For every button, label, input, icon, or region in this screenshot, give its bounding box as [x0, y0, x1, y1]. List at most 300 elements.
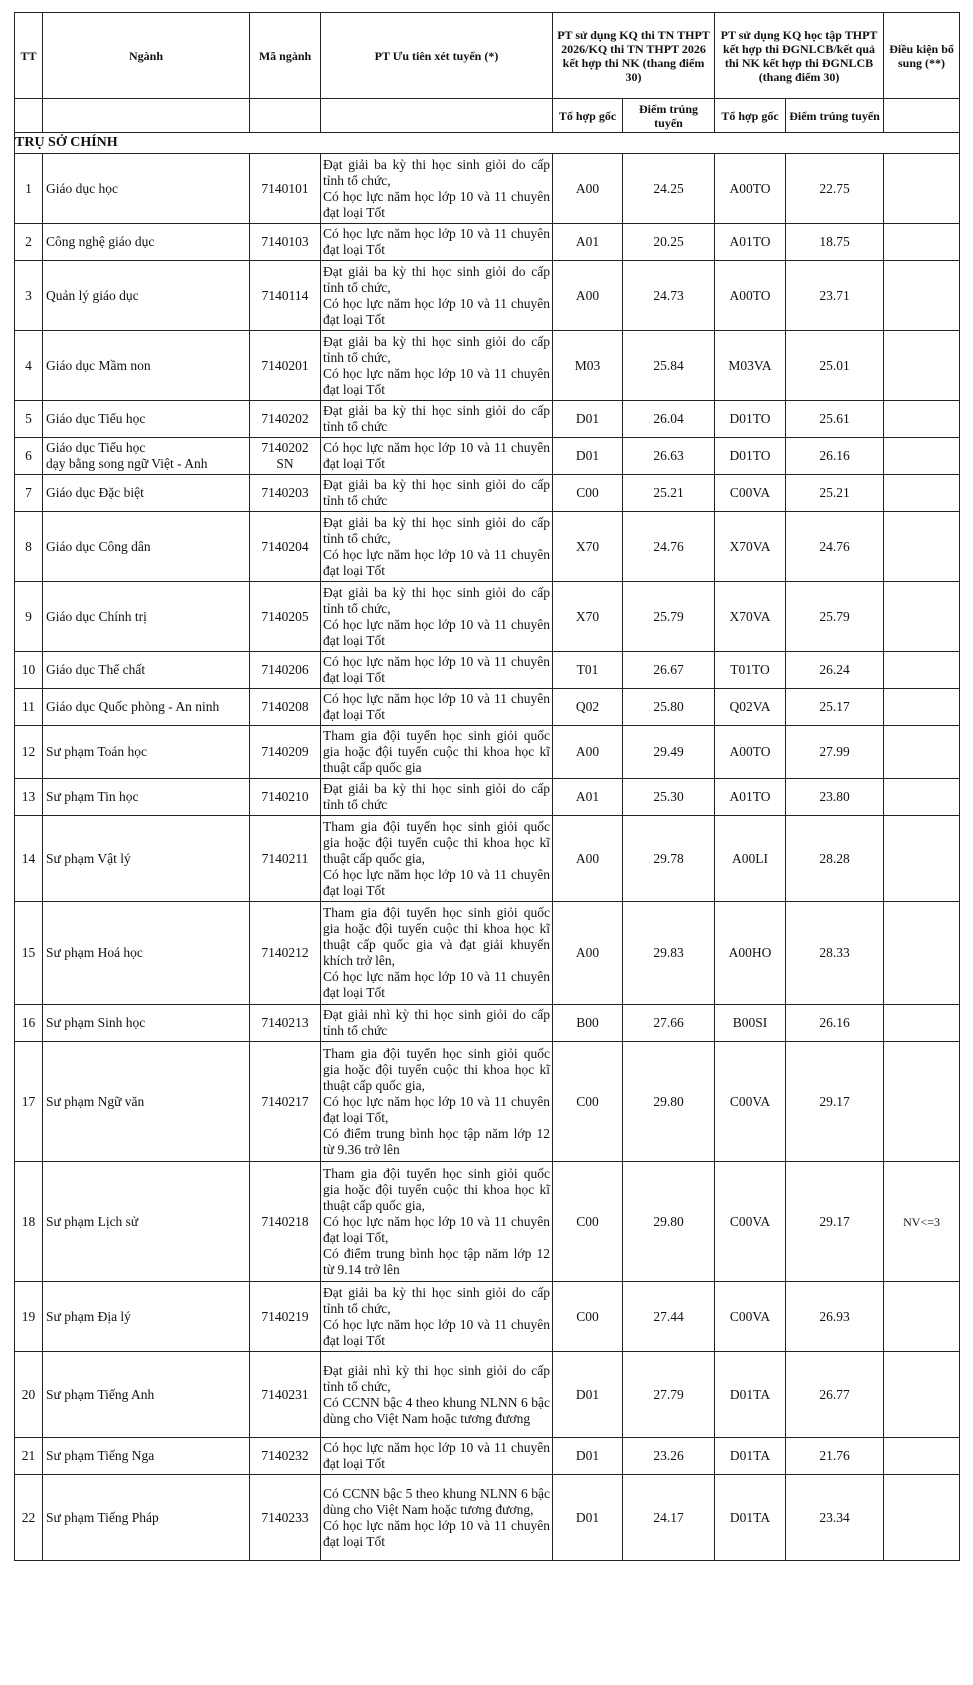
cell-dieu-kien	[884, 689, 960, 726]
cell-to-hop-goc-2: C00VA	[715, 1282, 786, 1352]
cell-ma-nganh-line: 7140206	[261, 662, 309, 677]
col-dieu-kien: Điều kiện bổ sung (**)	[884, 13, 960, 99]
table-row	[15, 582, 960, 652]
cell-nganh	[43, 779, 250, 816]
cell-pt-uu-tien-line: Có điểm trung bình học tập năm lớp 12 từ 9.14 trở lên	[323, 1245, 550, 1277]
table-row	[15, 689, 960, 726]
cell-to-hop-goc-1: A00	[553, 726, 623, 779]
cell-nganh	[43, 726, 250, 779]
table-row	[15, 261, 960, 331]
cell-ma-nganh-line: 7140203	[261, 485, 309, 500]
cell-to-hop-goc-2: M03VA	[715, 331, 786, 401]
cell-nganh-line: Giáo dục Thể chất	[46, 662, 146, 677]
table-row	[15, 1042, 960, 1162]
cell-pt-uu-tien-line: Có học lực năm học lớp 10 và 11 chuyên đạt loại Tốt	[323, 691, 550, 722]
cell-pt-uu-tien-line: Có học lực năm học lớp 10 và 11 chuyên đạt loại Tốt	[323, 1517, 550, 1549]
cell-diem-trung-tuyen-1: 26.67	[623, 652, 715, 689]
cell-pt-uu-tien-line: Tham gia đội tuyển học sinh giỏi quốc gia hoặc đội tuyển cuộc thi khoa học kĩ thuật cấp quốc gia	[323, 728, 550, 775]
cell-pt-uu-tien	[321, 512, 553, 582]
cell-diem-trung-tuyen-2: 26.16	[786, 1005, 884, 1042]
header-row	[15, 13, 960, 99]
table-row	[15, 154, 960, 224]
cell-diem-trung-tuyen-1: 27.79	[623, 1352, 715, 1438]
cell-nganh	[43, 475, 250, 512]
cell-nganh-line: Sư phạm Ngữ văn	[46, 1093, 145, 1109]
cell-pt-uu-tien	[321, 652, 553, 689]
cell-ma-nganh	[250, 816, 321, 902]
cell-ma-nganh	[250, 401, 321, 438]
cell-to-hop-goc-1: Q02	[553, 689, 623, 726]
cell-pt-uu-tien-line: Đạt giải ba kỳ thi học sinh giỏi do cấp tỉnh tổ chức	[323, 403, 550, 434]
cell-diem-trung-tuyen-1: 25.80	[623, 689, 715, 726]
cell-to-hop-goc-1: D01	[553, 1438, 623, 1475]
cell-tt: 14	[15, 816, 43, 902]
cell-nganh-line: Sư phạm Lịch sử	[46, 1213, 139, 1229]
cell-pt-uu-tien-line: Đạt giải ba kỳ thi học sinh giỏi do cấp tỉnh tổ chức,	[323, 514, 550, 546]
cell-to-hop-goc-2: A00TO	[715, 261, 786, 331]
cell-pt-uu-tien	[321, 475, 553, 512]
cell-nganh	[43, 582, 250, 652]
cell-dieu-kien	[884, 582, 960, 652]
cell-nganh-line: Quản lý giáo dục	[46, 287, 139, 303]
sub-diem-trung-tuyen-2: Điểm trúng tuyển	[786, 99, 884, 133]
cell-nganh-line: dạy bằng song ngữ Việt - Anh	[46, 456, 208, 471]
table-row	[15, 902, 960, 1005]
cell-tt: 16	[15, 1005, 43, 1042]
cell-nganh	[43, 512, 250, 582]
cell-ma-nganh	[250, 261, 321, 331]
cell-ma-nganh-line: 7140208	[261, 699, 309, 714]
cell-pt-uu-tien	[321, 779, 553, 816]
cell-pt-uu-tien	[321, 1005, 553, 1042]
cell-dieu-kien	[884, 224, 960, 261]
cell-pt-uu-tien-line: Đạt giải ba kỳ thi học sinh giỏi do cấp tỉnh tổ chức,	[323, 584, 550, 616]
cell-to-hop-goc-2: Q02VA	[715, 689, 786, 726]
cell-ma-nganh-line: 7140201	[261, 357, 309, 373]
cell-dieu-kien	[884, 779, 960, 816]
cell-pt-uu-tien	[321, 1475, 553, 1561]
cell-ma-nganh-line: 7140218	[261, 1213, 309, 1229]
cell-diem-trung-tuyen-1: 27.44	[623, 1282, 715, 1352]
sub-diem-trung-tuyen-1: Điểm trúng tuyển	[623, 99, 715, 133]
table-row	[15, 438, 960, 475]
cell-nganh	[43, 1162, 250, 1282]
cell-diem-trung-tuyen-2: 23.80	[786, 779, 884, 816]
cell-ma-nganh-line: 7140209	[261, 744, 309, 759]
cell-to-hop-goc-2: A00LI	[715, 816, 786, 902]
cell-diem-trung-tuyen-1: 25.30	[623, 779, 715, 816]
cell-nganh	[43, 1352, 250, 1438]
cell-diem-trung-tuyen-1: 23.26	[623, 1438, 715, 1475]
cell-diem-trung-tuyen-2: 24.76	[786, 512, 884, 582]
cell-to-hop-goc-2: A01TO	[715, 224, 786, 261]
cell-diem-trung-tuyen-2: 23.34	[786, 1475, 884, 1561]
cell-diem-trung-tuyen-1: 24.25	[623, 154, 715, 224]
sub-empty	[250, 99, 321, 133]
col-pt-thpt: PT sử dụng KQ thi TN THPT 2026/KQ thi TN THPT 2026 kết hợp thi NK (thang điểm 30)	[553, 13, 715, 99]
sub-empty	[884, 99, 960, 133]
cell-ma-nganh-line: 7140211	[261, 850, 309, 866]
cell-nganh-line: Giáo dục Tiểu học	[46, 411, 146, 426]
cell-nganh	[43, 1282, 250, 1352]
cell-ma-nganh-line: 7140217	[261, 1093, 309, 1109]
cell-to-hop-goc-2: X70VA	[715, 582, 786, 652]
cell-diem-trung-tuyen-1: 29.49	[623, 726, 715, 779]
cell-diem-trung-tuyen-2: 28.33	[786, 902, 884, 1005]
cell-ma-nganh	[250, 779, 321, 816]
cell-tt: 2	[15, 224, 43, 261]
cell-pt-uu-tien	[321, 401, 553, 438]
cell-pt-uu-tien	[321, 816, 553, 902]
cell-ma-nganh-line: 7140204	[261, 538, 309, 554]
cell-dieu-kien	[884, 1282, 960, 1352]
cell-ma-nganh	[250, 1352, 321, 1438]
cell-dieu-kien	[884, 726, 960, 779]
cell-to-hop-goc-2: A00HO	[715, 902, 786, 1005]
cell-ma-nganh	[250, 475, 321, 512]
section-row	[15, 133, 960, 154]
cell-nganh-line: Giáo dục Quốc phòng - An ninh	[46, 699, 220, 714]
table-row	[15, 652, 960, 689]
table-row	[15, 512, 960, 582]
cell-dieu-kien	[884, 401, 960, 438]
cell-pt-uu-tien-line: Có học lực năm học lớp 10 và 11 chuyên đạt loại Tốt	[323, 226, 550, 257]
table-row	[15, 1162, 960, 1282]
cell-pt-uu-tien	[321, 1282, 553, 1352]
subheader-row	[15, 99, 960, 133]
cell-diem-trung-tuyen-2: 18.75	[786, 224, 884, 261]
cell-pt-uu-tien-line: Tham gia đội tuyển học sinh giỏi quốc gia hoặc đội tuyển cuộc thi khoa học kĩ thuật cấp quốc gia,	[323, 1045, 550, 1093]
cell-ma-nganh	[250, 1162, 321, 1282]
table-row	[15, 401, 960, 438]
table-row	[15, 224, 960, 261]
cell-pt-uu-tien	[321, 1352, 553, 1438]
cell-diem-trung-tuyen-1: 29.83	[623, 902, 715, 1005]
cell-ma-nganh	[250, 689, 321, 726]
cell-dieu-kien	[884, 1042, 960, 1162]
cell-tt: 22	[15, 1475, 43, 1561]
cell-pt-uu-tien-line: Tham gia đội tuyển học sinh giỏi quốc gia hoặc đội tuyển cuộc thi khoa học kĩ thuật cấp quốc gia,	[323, 1165, 550, 1213]
cell-to-hop-goc-1: M03	[553, 331, 623, 401]
cell-nganh-line: Giáo dục học	[46, 180, 118, 196]
cell-pt-uu-tien	[321, 261, 553, 331]
cell-to-hop-goc-1: D01	[553, 1352, 623, 1438]
cell-to-hop-goc-2: D01TA	[715, 1438, 786, 1475]
cell-pt-uu-tien	[321, 726, 553, 779]
cell-pt-uu-tien	[321, 154, 553, 224]
cell-dieu-kien	[884, 652, 960, 689]
cell-to-hop-goc-2: A00TO	[715, 154, 786, 224]
cell-to-hop-goc-1: C00	[553, 475, 623, 512]
cell-ma-nganh-line: 7140202	[261, 440, 309, 455]
cell-ma-nganh	[250, 652, 321, 689]
cell-pt-uu-tien	[321, 902, 553, 1005]
cell-diem-trung-tuyen-1: 26.04	[623, 401, 715, 438]
cell-nganh	[43, 689, 250, 726]
cell-ma-nganh	[250, 1438, 321, 1475]
cell-to-hop-goc-2: X70VA	[715, 512, 786, 582]
cell-pt-uu-tien-line: Có điểm trung bình học tập năm lớp 12 từ 9.36 trở lên	[323, 1125, 550, 1157]
cell-pt-uu-tien-line: Có CCNN bậc 4 theo khung NLNN 6 bậc dùng cho Việt Nam hoặc tương đương	[323, 1394, 550, 1426]
cell-nganh-line: Sư phạm Vật lý	[46, 850, 131, 866]
cell-pt-uu-tien-line: Có học lực năm học lớp 10 và 11 chuyên đạt loại Tốt	[323, 616, 550, 648]
cell-ma-nganh-line: 7140233	[261, 1509, 309, 1525]
cell-to-hop-goc-2: D01TO	[715, 401, 786, 438]
cell-to-hop-goc-1: C00	[553, 1282, 623, 1352]
cell-nganh	[43, 438, 250, 475]
cell-to-hop-goc-1: D01	[553, 1475, 623, 1561]
cell-nganh	[43, 652, 250, 689]
cell-ma-nganh-line: 7140205	[261, 608, 309, 624]
cell-diem-trung-tuyen-2: 26.93	[786, 1282, 884, 1352]
cell-nganh-line: Sư phạm Địa lý	[46, 1308, 131, 1324]
cell-pt-uu-tien	[321, 1162, 553, 1282]
cell-pt-uu-tien-line: Có học lực năm học lớp 10 và 11 chuyên đạt loại Tốt	[323, 188, 550, 220]
cell-pt-uu-tien	[321, 331, 553, 401]
cell-pt-uu-tien-line: Tham gia đội tuyển học sinh giỏi quốc gia hoặc đội tuyển cuộc thi khoa học kĩ thuật cấp quốc gia,	[323, 818, 550, 866]
cell-pt-uu-tien	[321, 1042, 553, 1162]
cell-pt-uu-tien	[321, 438, 553, 475]
cell-diem-trung-tuyen-1: 24.17	[623, 1475, 715, 1561]
cell-ma-nganh-line: 7140213	[261, 1015, 309, 1030]
cell-ma-nganh	[250, 1005, 321, 1042]
cell-tt: 3	[15, 261, 43, 331]
cell-pt-uu-tien-line: Có học lực năm học lớp 10 và 11 chuyên đạt loại Tốt	[323, 365, 550, 397]
cell-pt-uu-tien-line: Có CCNN bậc 5 theo khung NLNN 6 bậc dùng cho Việt Nam hoặc tương đương,	[323, 1485, 550, 1517]
cell-nganh	[43, 331, 250, 401]
cell-nganh	[43, 401, 250, 438]
sub-empty	[321, 99, 553, 133]
cell-pt-uu-tien	[321, 689, 553, 726]
cell-diem-trung-tuyen-2: 27.99	[786, 726, 884, 779]
cell-dieu-kien	[884, 475, 960, 512]
cell-nganh-line: Giáo dục Chính trị	[46, 608, 147, 624]
cell-diem-trung-tuyen-1: 24.73	[623, 261, 715, 331]
cell-diem-trung-tuyen-2: 25.79	[786, 582, 884, 652]
cell-diem-trung-tuyen-2: 21.76	[786, 1438, 884, 1475]
cell-to-hop-goc-1: A01	[553, 779, 623, 816]
col-pt-uu-tien: PT Ưu tiên xét tuyển (*)	[321, 13, 553, 99]
cell-nganh	[43, 1475, 250, 1561]
cell-diem-trung-tuyen-1: 25.79	[623, 582, 715, 652]
cell-ma-nganh	[250, 582, 321, 652]
cell-diem-trung-tuyen-1: 24.76	[623, 512, 715, 582]
cell-nganh-line: Sư phạm Tiếng Anh	[46, 1386, 155, 1402]
cell-ma-nganh	[250, 224, 321, 261]
cell-to-hop-goc-1: B00	[553, 1005, 623, 1042]
cell-pt-uu-tien-line: Có học lực năm học lớp 10 và 11 chuyên đạt loại Tốt	[323, 969, 550, 1000]
cell-nganh-line: Sư phạm Sinh học	[46, 1015, 146, 1030]
cell-dieu-kien	[884, 512, 960, 582]
col-tt: TT	[15, 13, 43, 99]
cell-pt-uu-tien-line: Có học lực năm học lớp 10 và 11 chuyên đạt loại Tốt	[323, 295, 550, 327]
cell-nganh	[43, 1438, 250, 1475]
cell-pt-uu-tien	[321, 1438, 553, 1475]
cell-pt-uu-tien-line: Đạt giải ba kỳ thi học sinh giỏi do cấp tỉnh tổ chức	[323, 477, 550, 508]
cell-ma-nganh	[250, 154, 321, 224]
cell-dieu-kien: NV<=3	[884, 1162, 960, 1282]
cell-pt-uu-tien-line: Có học lực năm học lớp 10 và 11 chuyên đạt loại Tốt	[323, 1440, 550, 1471]
table-row	[15, 475, 960, 512]
table-row	[15, 816, 960, 902]
table-row	[15, 1282, 960, 1352]
cell-to-hop-goc-1: A00	[553, 261, 623, 331]
cell-pt-uu-tien-line: Đạt giải ba kỳ thi học sinh giỏi do cấp tỉnh tổ chức,	[323, 1284, 550, 1316]
cell-tt: 18	[15, 1162, 43, 1282]
cell-to-hop-goc-2: C00VA	[715, 1042, 786, 1162]
cell-to-hop-goc-2: D01TA	[715, 1352, 786, 1438]
cell-pt-uu-tien-line: Có học lực năm học lớp 10 và 11 chuyên đạt loại Tốt	[323, 654, 550, 685]
cell-tt: 19	[15, 1282, 43, 1352]
table-row	[15, 1475, 960, 1561]
cell-to-hop-goc-1: X70	[553, 582, 623, 652]
cell-diem-trung-tuyen-1: 29.80	[623, 1162, 715, 1282]
table-body	[15, 154, 960, 1561]
cell-tt: 20	[15, 1352, 43, 1438]
cell-tt: 6	[15, 438, 43, 475]
cell-ma-nganh	[250, 1282, 321, 1352]
cell-diem-trung-tuyen-2: 26.24	[786, 652, 884, 689]
table-row	[15, 1352, 960, 1438]
cell-nganh-line: Sư phạm Toán học	[46, 744, 147, 759]
cell-ma-nganh-line: 7140210	[261, 789, 309, 804]
cell-ma-nganh-line: 7140114	[261, 287, 309, 303]
cell-tt: 4	[15, 331, 43, 401]
cell-to-hop-goc-2: C00VA	[715, 1162, 786, 1282]
cell-to-hop-goc-1: T01	[553, 652, 623, 689]
cell-pt-uu-tien-line: Đạt giải nhì kỳ thi học sinh giỏi do cấp tỉnh tổ chức	[323, 1007, 550, 1038]
cell-nganh-line: Sư phạm Tin học	[46, 789, 139, 804]
table-row	[15, 1438, 960, 1475]
cell-ma-nganh-line: 7140231	[261, 1386, 309, 1402]
cell-nganh	[43, 224, 250, 261]
cell-tt: 15	[15, 902, 43, 1005]
col-nganh: Ngành	[43, 13, 250, 99]
cell-pt-uu-tien-line: Có học lực năm học lớp 10 và 11 chuyên đạt loại Tốt,	[323, 1093, 550, 1125]
cell-diem-trung-tuyen-1: 25.84	[623, 331, 715, 401]
cell-diem-trung-tuyen-1: 26.63	[623, 438, 715, 475]
cell-tt: 13	[15, 779, 43, 816]
cell-nganh	[43, 1042, 250, 1162]
cell-nganh	[43, 902, 250, 1005]
col-pt-hoc-tap: PT sử dụng KQ học tập THPT kết hợp thi ĐGNLCB/kết quả thi NK kết hợp thi ĐGNLCB (thang điểm 30)	[715, 13, 884, 99]
cell-pt-uu-tien-line: Đạt giải ba kỳ thi học sinh giỏi do cấp tỉnh tổ chức	[323, 781, 550, 812]
cell-ma-nganh-line: 7140101	[261, 180, 309, 196]
cell-nganh-line: Giáo dục Mầm non	[46, 357, 151, 373]
cell-diem-trung-tuyen-2: 29.17	[786, 1042, 884, 1162]
cell-pt-uu-tien-line: Đạt giải nhì kỳ thi học sinh giỏi do cấp tỉnh tổ chức,	[323, 1362, 550, 1394]
cell-nganh	[43, 261, 250, 331]
cell-to-hop-goc-1: A00	[553, 902, 623, 1005]
cell-diem-trung-tuyen-2: 25.21	[786, 475, 884, 512]
cell-to-hop-goc-2: B00SI	[715, 1005, 786, 1042]
cell-nganh-line: Công nghệ giáo dục	[46, 234, 155, 249]
cell-dieu-kien	[884, 1475, 960, 1561]
cell-ma-nganh	[250, 902, 321, 1005]
cell-dieu-kien	[884, 1005, 960, 1042]
cell-diem-trung-tuyen-1: 25.21	[623, 475, 715, 512]
cell-to-hop-goc-1: C00	[553, 1162, 623, 1282]
cell-dieu-kien	[884, 902, 960, 1005]
cell-nganh-line: Sư phạm Hoá học	[46, 945, 143, 960]
cell-pt-uu-tien-line: Tham gia đội tuyển học sinh giỏi quốc gia hoặc đội tuyển cuộc thi khoa học kĩ thuật cấp quốc gia và đạt giải khuyến khích trở lên,	[323, 905, 550, 968]
sub-empty	[15, 99, 43, 133]
col-ma-nganh: Mã ngành	[250, 13, 321, 99]
cell-to-hop-goc-1: C00	[553, 1042, 623, 1162]
cell-pt-uu-tien-line: Đạt giải ba kỳ thi học sinh giỏi do cấp tỉnh tổ chức,	[323, 156, 550, 188]
admission-table	[14, 12, 960, 1561]
cell-tt: 12	[15, 726, 43, 779]
cell-ma-nganh-line: 7140232	[261, 1448, 309, 1463]
cell-nganh	[43, 154, 250, 224]
cell-pt-uu-tien-line: Đạt giải ba kỳ thi học sinh giỏi do cấp tỉnh tổ chức,	[323, 263, 550, 295]
cell-to-hop-goc-1: A01	[553, 224, 623, 261]
cell-nganh-line: Giáo dục Tiểu học	[46, 440, 146, 455]
cell-nganh-line: Sư phạm Tiếng Pháp	[46, 1509, 159, 1525]
cell-diem-trung-tuyen-2: 26.77	[786, 1352, 884, 1438]
cell-nganh-line: Giáo dục Đặc biệt	[46, 485, 144, 500]
cell-diem-trung-tuyen-2: 25.01	[786, 331, 884, 401]
table-row	[15, 726, 960, 779]
cell-ma-nganh-line: SN	[276, 456, 294, 471]
cell-diem-trung-tuyen-2: 23.71	[786, 261, 884, 331]
cell-to-hop-goc-2: T01TO	[715, 652, 786, 689]
cell-diem-trung-tuyen-2: 25.61	[786, 401, 884, 438]
cell-tt: 8	[15, 512, 43, 582]
cell-diem-trung-tuyen-1: 20.25	[623, 224, 715, 261]
cell-pt-uu-tien-line: Có học lực năm học lớp 10 và 11 chuyên đạt loại Tốt	[323, 546, 550, 578]
cell-ma-nganh	[250, 1475, 321, 1561]
cell-diem-trung-tuyen-1: 29.78	[623, 816, 715, 902]
cell-diem-trung-tuyen-1: 29.80	[623, 1042, 715, 1162]
cell-nganh	[43, 1005, 250, 1042]
cell-dieu-kien	[884, 1438, 960, 1475]
cell-tt: 7	[15, 475, 43, 512]
cell-dieu-kien	[884, 1352, 960, 1438]
cell-diem-trung-tuyen-2: 28.28	[786, 816, 884, 902]
cell-to-hop-goc-2: D01TO	[715, 438, 786, 475]
cell-to-hop-goc-2: A01TO	[715, 779, 786, 816]
cell-dieu-kien	[884, 154, 960, 224]
cell-to-hop-goc-1: D01	[553, 438, 623, 475]
cell-tt: 9	[15, 582, 43, 652]
cell-pt-uu-tien	[321, 582, 553, 652]
table-row	[15, 779, 960, 816]
cell-tt: 1	[15, 154, 43, 224]
cell-to-hop-goc-1: X70	[553, 512, 623, 582]
cell-pt-uu-tien-line: Có học lực năm học lớp 10 và 11 chuyên đạt loại Tốt	[323, 866, 550, 898]
cell-pt-uu-tien-line: Đạt giải ba kỳ thi học sinh giỏi do cấp tỉnh tổ chức,	[323, 333, 550, 365]
cell-to-hop-goc-1: D01	[553, 401, 623, 438]
cell-diem-trung-tuyen-2: 26.16	[786, 438, 884, 475]
cell-ma-nganh	[250, 331, 321, 401]
cell-dieu-kien	[884, 816, 960, 902]
cell-tt: 10	[15, 652, 43, 689]
cell-diem-trung-tuyen-2: 22.75	[786, 154, 884, 224]
cell-dieu-kien	[884, 261, 960, 331]
cell-tt: 21	[15, 1438, 43, 1475]
cell-pt-uu-tien	[321, 224, 553, 261]
cell-ma-nganh	[250, 726, 321, 779]
sub-empty	[43, 99, 250, 133]
cell-ma-nganh-line: 7140212	[261, 945, 309, 960]
cell-pt-uu-tien-line: Có học lực năm học lớp 10 và 11 chuyên đạt loại Tốt	[323, 440, 550, 471]
cell-ma-nganh	[250, 1042, 321, 1162]
cell-ma-nganh-line: 7140202	[261, 411, 309, 426]
cell-diem-trung-tuyen-1: 27.66	[623, 1005, 715, 1042]
cell-to-hop-goc-2: A00TO	[715, 726, 786, 779]
cell-dieu-kien	[884, 438, 960, 475]
